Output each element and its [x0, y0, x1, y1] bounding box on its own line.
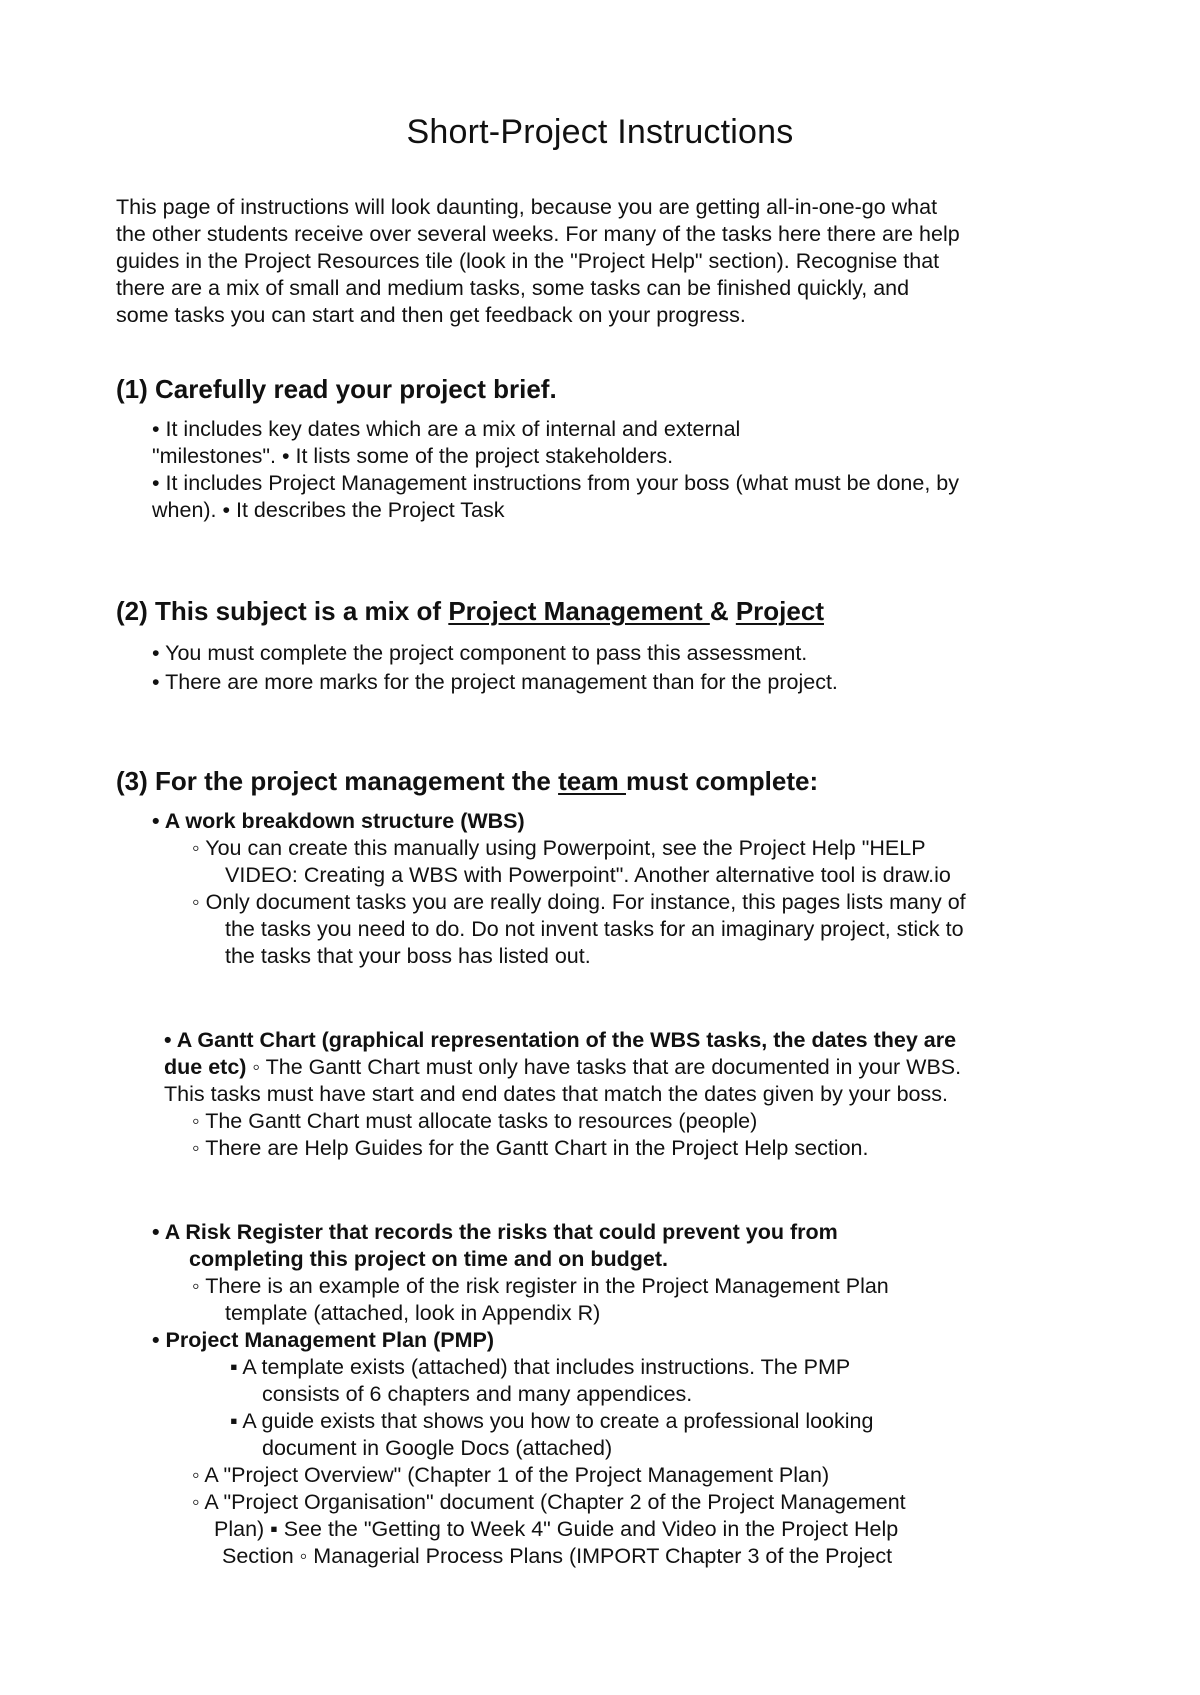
wbs-line: ◦ You can create this manually using Powerpoint, see the Project Help "HELP	[192, 836, 926, 860]
wbs-line: the tasks that your boss has listed out.	[225, 944, 591, 968]
risk-line: template (attached, look in Appendix R)	[225, 1301, 601, 1325]
section2-heading-underlined-1: Project Management	[448, 596, 710, 626]
section3-heading-underlined: team	[558, 766, 626, 796]
wbs-title: • A work breakdown structure (WBS)	[152, 809, 525, 833]
section2-heading-prefix: (2) This subject is a mix of	[116, 596, 449, 626]
gantt-line: ◦ There are Help Guides for the Gantt Chart in the Project Help section.	[192, 1136, 869, 1160]
intro-line: some tasks you can start and then get feedback on your progress.	[116, 303, 746, 327]
gantt-title-continued	[164, 1054, 961, 1081]
wbs-line: VIDEO: Creating a WBS with Powerpoint". Another alternative tool is draw.io	[225, 863, 951, 887]
section1-line: when). • It describes the Project Task	[152, 498, 505, 522]
intro-paragraph	[116, 194, 1096, 329]
pmp-line: Section ◦ Managerial Process Plans (IMPORT Chapter 3 of the Project	[222, 1544, 893, 1568]
section1-line: • It includes key dates which are a mix of internal and external	[152, 417, 741, 441]
section1-line: • It includes Project Management instructions from your boss (what must be done, by	[152, 471, 959, 495]
risk-line: ◦ There is an example of the risk register in the Project Management Plan	[192, 1274, 889, 1298]
gantt-title-bold: due etc)	[164, 1055, 247, 1079]
gantt-line: This tasks must have start and end dates that match the dates given by your boss.	[164, 1082, 948, 1106]
section3-heading-prefix: (3) For the project management the	[116, 766, 559, 796]
pmp-title: • Project Management Plan (PMP)	[152, 1328, 495, 1352]
gantt-title-rest: ◦ The Gantt Chart must only have tasks that are documented in your WBS.	[246, 1055, 962, 1079]
pmp-line: ◦ A "Project Organisation" document (Chapter 2 of the Project Management	[192, 1490, 906, 1514]
section2-heading	[116, 596, 824, 627]
gantt-title: • A Gantt Chart (graphical representation of the WBS tasks, the dates they are	[164, 1028, 957, 1052]
pmp-line: document in Google Docs (attached)	[262, 1436, 613, 1460]
pmp-line: ▪ A guide exists that shows you how to create a professional looking	[230, 1409, 874, 1433]
section2-line: • There are more marks for the project management than for the project.	[152, 670, 838, 694]
section2-line: • You must complete the project component to pass this assessment.	[152, 641, 808, 665]
pmp-line: Plan) ▪ See the "Getting to Week 4" Guide and Video in the Project Help	[214, 1517, 899, 1541]
section1-heading: (1) Carefully read your project brief.	[116, 374, 557, 404]
intro-line: there are a mix of small and medium tasks, some tasks can be finished quickly, and	[116, 276, 910, 300]
section3-heading	[116, 766, 818, 797]
risk-title: • A Risk Register that records the risks that could prevent you from	[152, 1220, 838, 1244]
intro-line: This page of instructions will look daunting, because you are getting all-in-one-go what	[116, 195, 938, 219]
pmp-line: consists of 6 chapters and many appendices.	[262, 1382, 693, 1406]
page-title: Short-Project Instructions	[406, 113, 794, 151]
section2-heading-mid: &	[709, 596, 736, 626]
section3-heading-suffix: must complete:	[626, 766, 819, 796]
risk-title-continued: completing this project on time and on budget.	[189, 1247, 668, 1271]
intro-line: guides in the Project Resources tile (look in the "Project Help" section). Recognise that	[116, 249, 940, 273]
intro-line: the other students receive over several weeks. For many of the tasks here there are help	[116, 222, 960, 246]
section2-heading-underlined-2: Project	[735, 596, 824, 626]
wbs-line: the tasks you need to do. Do not invent tasks for an imaginary project, stick to	[225, 917, 964, 941]
wbs-line: ◦ Only document tasks you are really doing. For instance, this pages lists many of	[192, 890, 966, 914]
gantt-line: ◦ The Gantt Chart must allocate tasks to resources (people)	[192, 1109, 758, 1133]
pmp-line: ◦ A "Project Overview" (Chapter 1 of the Project Management Plan)	[192, 1463, 830, 1487]
section1-line: "milestones". • It lists some of the project stakeholders.	[152, 444, 674, 468]
pmp-line: ▪ A template exists (attached) that includes instructions. The PMP	[230, 1355, 851, 1379]
